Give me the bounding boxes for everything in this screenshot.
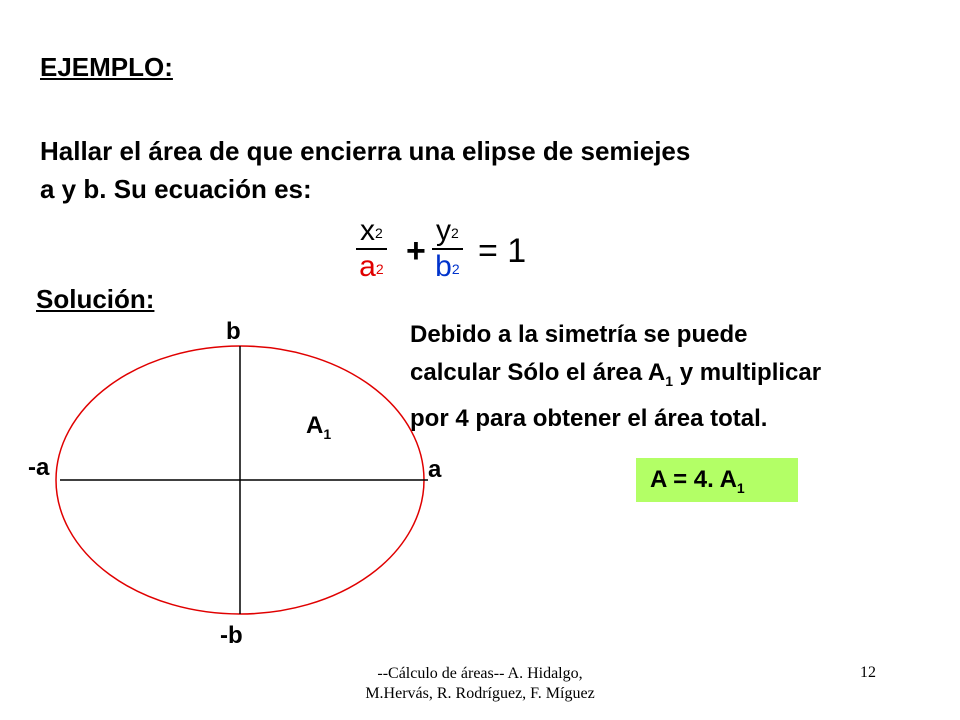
explanation-line-2b: y multiplicar	[673, 359, 822, 386]
solution-heading: Solución:	[36, 284, 155, 314]
label-area-a1	[306, 412, 331, 442]
label-a: a	[428, 456, 442, 483]
eq-den-a-exp: 2	[375, 261, 384, 277]
problem-line-2: a y b. Su ecuación es:	[40, 174, 312, 204]
area-formula-box	[636, 458, 798, 502]
explanation-line-3: por 4 para obtener el área total.	[410, 404, 768, 432]
explanation-line-2a: calcular Sólo el área A	[410, 359, 666, 386]
explanation-line-1: Debido a la simetría se puede	[410, 321, 748, 348]
problem-line-1: Hallar el área de que encierra una elipse de semiejes	[40, 136, 691, 166]
explanation-line-2-sub: 1	[665, 372, 674, 389]
label-area-letter: A	[306, 412, 324, 439]
label-b: b	[226, 318, 241, 345]
eq-num-y: y	[436, 214, 451, 247]
eq-plus: +	[406, 232, 426, 270]
eq-den-a: a	[359, 250, 376, 283]
label-neg-a: -a	[28, 454, 50, 481]
area-formula-text: A = 4. A	[650, 466, 737, 493]
explanation-text	[410, 316, 821, 438]
eq-equals: = 1	[478, 232, 527, 270]
eq-num-y-exp: 2	[451, 225, 459, 241]
footer-credits	[300, 664, 660, 704]
footer-line-2: M.Hervás, R. Rodríguez, F. Míguez	[365, 685, 595, 702]
label-area-sub: 1	[323, 425, 332, 442]
eq-num-x: x	[360, 214, 375, 247]
footer-line-1: --Cálculo de áreas-- A. Hidalgo,	[377, 665, 583, 682]
eq-den-b: b	[435, 250, 452, 283]
example-heading: EJEMPLO:	[40, 52, 173, 82]
area-formula-sub: 1	[736, 479, 745, 496]
eq-num-x-exp: 2	[375, 225, 383, 241]
eq-den-b-exp: 2	[451, 261, 460, 277]
explanation-line-2	[410, 354, 821, 400]
label-neg-b: -b	[220, 622, 243, 649]
page-number: 12	[860, 664, 876, 681]
